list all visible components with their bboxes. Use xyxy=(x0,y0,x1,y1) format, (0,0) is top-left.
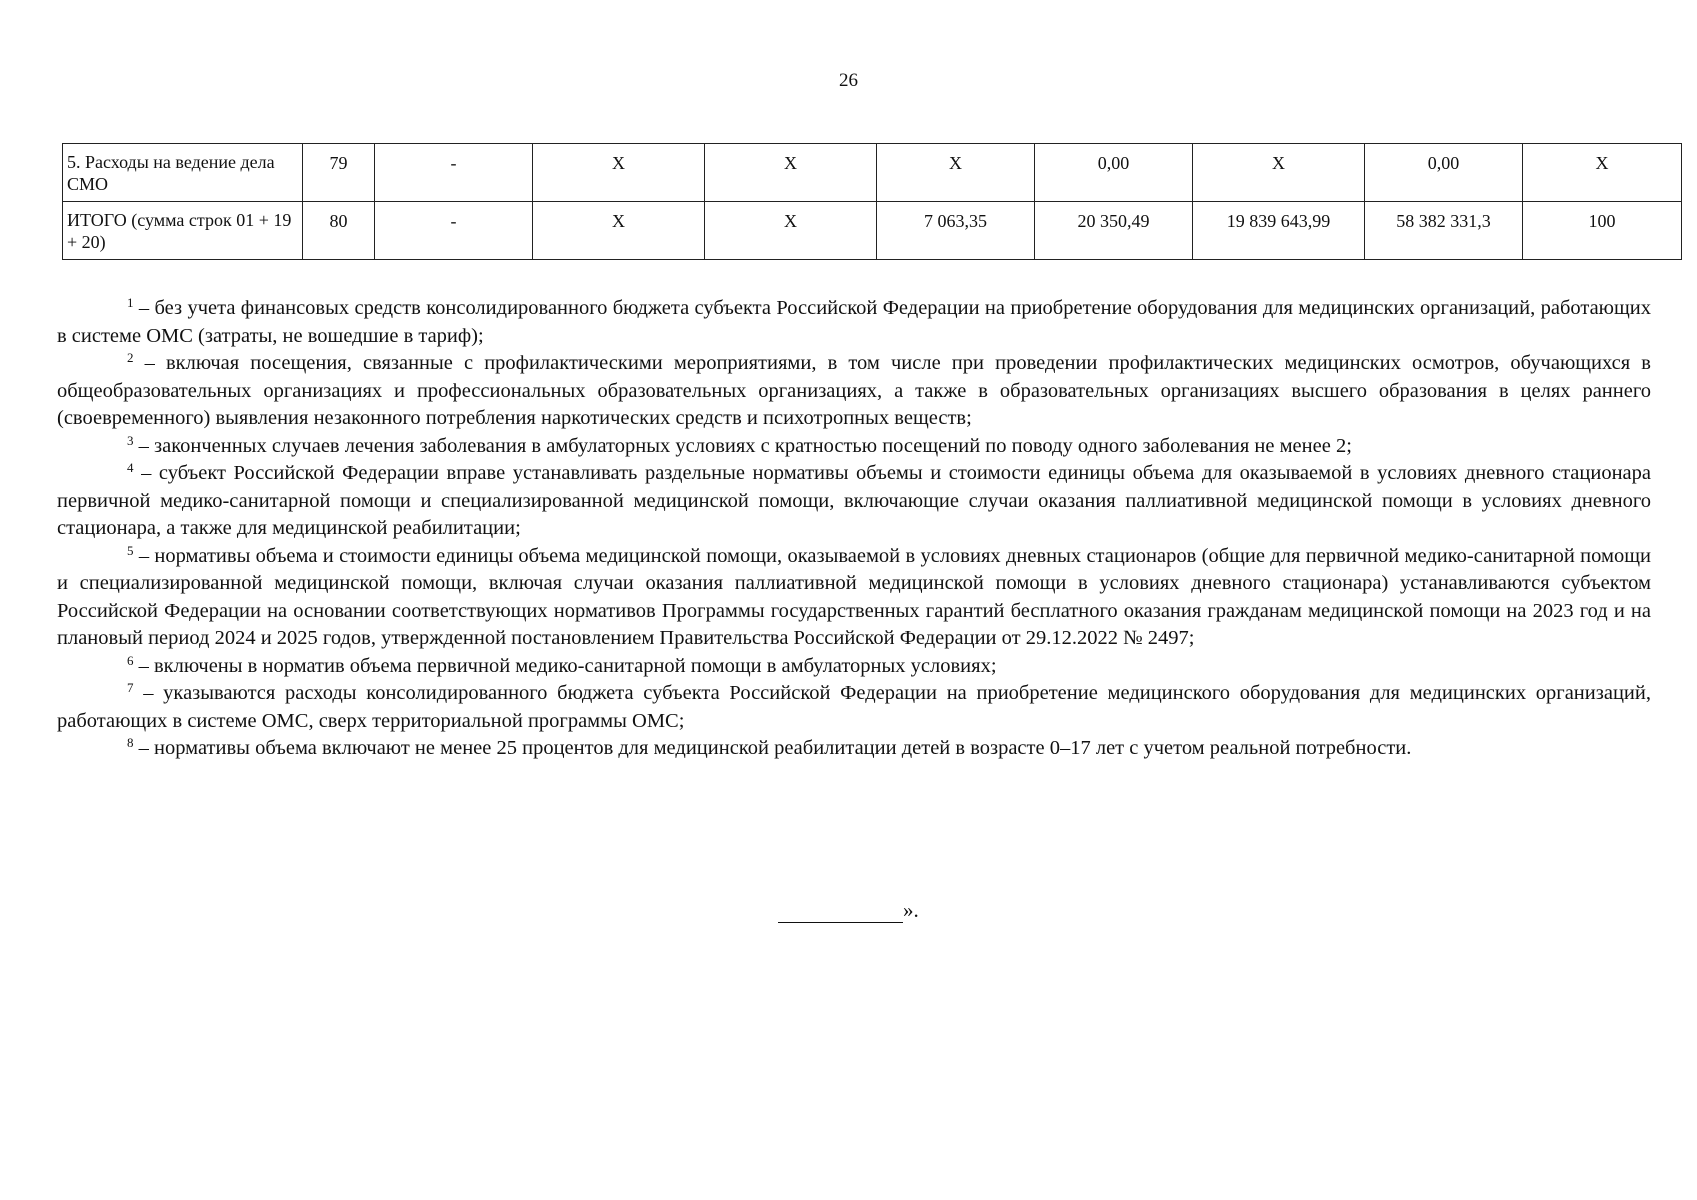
row-label: 5. Расходы на ведение дела СМО xyxy=(63,144,303,202)
footnote-6 xyxy=(57,653,1651,681)
footnote-marker: 1 xyxy=(127,295,134,310)
page-number: 26 xyxy=(839,70,858,91)
table-cell: 80 xyxy=(303,202,375,260)
table-cell: 58 382 331,3 xyxy=(1365,202,1523,260)
table-cell: 20 350,49 xyxy=(1035,202,1193,260)
table-cell: 7 063,35 xyxy=(877,202,1035,260)
footnote-text: – указываются расходы консолидированного бюджета субъекта Российской Федерации на приобретение медицинского оборудования для медицинских организаций, работающих в системе ОМС, сверх территориальной программы ОМС; xyxy=(57,682,1651,732)
footnote-marker: 5 xyxy=(127,542,134,558)
table-cell: X xyxy=(1193,144,1365,202)
table-cell: X xyxy=(1523,144,1682,202)
footnote-marker: 2 xyxy=(127,350,134,365)
footnote-text: – субъект Российской Федерации вправе устанавливать раздельные нормативы объемы и стоимости единицы объема для оказываемой в условиях дневного стационара первичной медико-санитарной помощи и специализированной медицинской помощи, включающие случаи оказания паллиативной медицинской помощи в условиях дневного стационара, а также для медицинской реабилитации; xyxy=(57,462,1651,539)
footnote-5 xyxy=(57,543,1651,653)
footnote-marker: 6 xyxy=(127,652,134,668)
footnote-7 xyxy=(57,680,1651,735)
footnote-2 xyxy=(57,350,1651,433)
table-cell: 0,00 xyxy=(1365,144,1523,202)
signature-line xyxy=(778,902,903,923)
footnote-3 xyxy=(57,433,1651,461)
row-label: ИТОГО (сумма строк 01 + 19 + 20) xyxy=(63,202,303,260)
table-cell: 79 xyxy=(303,144,375,202)
table-cell: X xyxy=(877,144,1035,202)
footnote-marker: 7 xyxy=(127,680,134,695)
table-cell: - xyxy=(375,144,533,202)
footnote-text: – нормативы объема и стоимости единицы объема медицинской помощи, оказываемой в условиях дневных стационаров (общие для первичной медико-санитарной помощи и специализированной медицинской помощи, включая случаи оказания паллиативной медицинской помощи в условиях дневного стационара) устанавливаются субъектом Российской Федерации на основании соответствующих нормативов Программы государственных гарантий бесплатного оказания гражданам медицинской помощи на 2023 год и на плановый период 2024 и 2025 годов, утвержденной постановлением Правительства Российской Федерации от 29.12.2022 № 2497; xyxy=(57,544,1651,649)
table-cell: X xyxy=(705,202,877,260)
footnote-text: – нормативы объема включают не менее 25 процентов для медицинской реабилитации детей в возрасте 0–17 лет с учетом реальной потребности. xyxy=(133,737,1412,759)
table-cell: X xyxy=(533,202,705,260)
footnote-text: – без учета финансовых средств консолидированного бюджета субъекта Российской Федерации на приобретение оборудования для медицинских организаций, работающих в системе ОМС (затраты, не вошедшие в тариф); xyxy=(57,297,1651,347)
footnote-text: – законченных случаев лечения заболевания в амбулаторных условиях с кратностью посещений по поводу одного заболевания не менее 2; xyxy=(133,434,1352,457)
table-cell: - xyxy=(375,202,533,260)
footnote-text: – включая посещения, связанные с профилактическими мероприятиями, в том числе при проведении профилактических медицинских осмотров, обучающихся в общеобразовательных организациях и профессиональных образовательных организациях, а также в образовательных организациях высшего образования в целях раннего (своевременного) выявления незаконного потребления наркотических средств и психотропных веществ; xyxy=(57,352,1651,429)
footnote-4 xyxy=(57,460,1651,543)
footnote-8 xyxy=(57,735,1651,763)
expense-table xyxy=(62,143,1682,260)
table-cell: X xyxy=(705,144,877,202)
footnote-1 xyxy=(57,295,1651,350)
table-cell: 19 839 643,99 xyxy=(1193,202,1365,260)
footnote-marker: 4 xyxy=(127,460,134,475)
closing-mark xyxy=(778,898,919,923)
table-row xyxy=(63,202,1682,260)
table-cell: 100 xyxy=(1523,202,1682,260)
footnote-marker: 8 xyxy=(127,735,134,750)
closing-quote: ». xyxy=(903,898,919,922)
footnote-text: – включены в норматив объема первичной медико-санитарной помощи в амбулаторных условиях; xyxy=(133,654,997,677)
footnotes xyxy=(57,295,1651,763)
footnote-marker: 3 xyxy=(127,432,134,448)
table-cell: 0,00 xyxy=(1035,144,1193,202)
table-row xyxy=(63,144,1682,202)
table-cell: X xyxy=(533,144,705,202)
